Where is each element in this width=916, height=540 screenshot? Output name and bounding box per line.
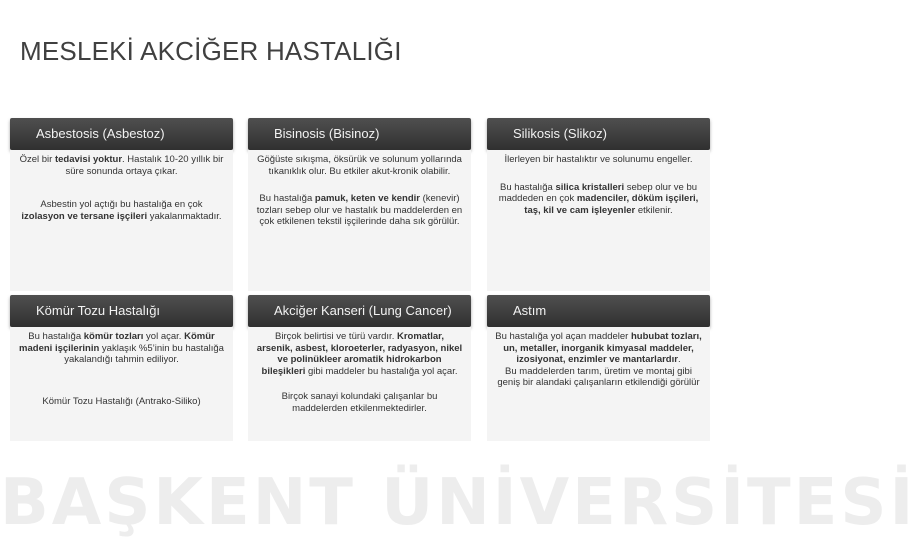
text: etkilenir. xyxy=(635,204,673,216)
highlight-text: tedavisi yoktur xyxy=(54,154,123,165)
disease-grid xyxy=(10,118,710,441)
card-body-astim xyxy=(487,327,710,441)
card-body-silikosis xyxy=(487,150,710,291)
card-paragraph xyxy=(18,199,225,222)
text: sebep olur ve bu maddeden en çok xyxy=(498,181,698,204)
card-header-bisinosis: Bisinosis (Bisinoz) xyxy=(248,118,471,150)
card-body-komur-tozu xyxy=(10,327,233,441)
card-header-asbestosis: Asbestosis (Asbestoz) xyxy=(10,118,233,150)
text: yakalanmaktadır. xyxy=(147,210,222,222)
card-paragraph xyxy=(18,396,225,408)
card-body-asbestosis xyxy=(10,150,233,291)
card-body-bisinosis xyxy=(248,150,471,291)
text: yol açar. xyxy=(143,331,185,342)
text: Özel bir xyxy=(19,154,55,165)
highlight-text: izolasyon ve tersane işçileri xyxy=(21,210,148,222)
card-header-silikosis: Silikosis (Slikoz) xyxy=(487,118,710,150)
text: Bu hastalığa xyxy=(259,193,315,204)
text: Asbestin yol açtığı bu hastalığa en çok xyxy=(40,199,203,210)
card-body-akciger-kanseri xyxy=(248,327,471,441)
highlight-text: hububat tozları, un, metaller, inorganik kimyasal maddeler, izosiyonat, enzimler ve mantarlardır xyxy=(503,331,702,365)
card-paragraph xyxy=(18,154,225,177)
card-paragraph xyxy=(495,366,702,389)
text: Bu hastalığa yol açan maddeler xyxy=(495,331,631,342)
card-paragraph xyxy=(256,391,463,414)
card-header-astim: Astım xyxy=(487,295,710,327)
text: İlerleyen bir hastalıktır ve solunumu engeller. xyxy=(504,154,693,165)
card-paragraph xyxy=(495,331,702,366)
highlight-text: Kromatlar, arsenik, asbest, kloroeterler, radyasyon, nikel ve polinükleer aromatik hidrokarbon bileşikleri xyxy=(256,331,463,377)
text: Bu hastalığa xyxy=(499,181,556,193)
highlight-text: silica kristalleri xyxy=(555,181,625,193)
text: Birçok belirtisi ve türü vardır. xyxy=(275,331,397,342)
highlight-text: kömür tozları xyxy=(83,331,144,342)
text: . Hastalık 10-20 yıllık bir süre sonunda ortaya çıkar. xyxy=(65,154,224,177)
highlight-text: Kömür madeni işçilerinin xyxy=(19,331,215,354)
card-header-komur-tozu: Kömür Tozu Hastalığı xyxy=(10,295,233,327)
highlight-text: madenciler, döküm işçileri, taş, kil ve cam işleyenler xyxy=(524,193,699,216)
text: Birçok sanayi kolundaki çalışanlar bu maddelerden etkilenmektedirler. xyxy=(281,391,438,414)
text: Bu maddelerden tarım, üretim ve montaj gibi geniş bir alandaki çalışanların etkilendiği görülür xyxy=(497,365,700,388)
card-paragraph xyxy=(18,331,225,366)
text: gibi maddeler bu hastalığa yol açar. xyxy=(305,365,458,377)
card-paragraph xyxy=(256,193,463,228)
text: (kenevir) tozları sebep olur ve hastalık bu maddelerden en çok etkilenen tekstil işçilerinde daha sık görülür. xyxy=(256,193,463,227)
slide-title: MESLEKİ AKCİĞER HASTALIĞI xyxy=(20,36,402,66)
text: Göğüste sıkışma, öksürük ve solunum yollarında tıkanıklık olur. Bu etkiler akut-kronik olabilir. xyxy=(257,154,462,177)
card-header-akciger-kanseri: Akciğer Kanseri (Lung Cancer) xyxy=(248,295,471,327)
watermark-text: BAŞKENT ÜNİVERSİTESİ xyxy=(0,466,916,540)
text: Bu hastalığa xyxy=(28,331,84,342)
highlight-text: pamuk, keten ve kendir xyxy=(314,193,420,204)
card-paragraph xyxy=(256,154,463,177)
text: Kömür Tozu Hastalığı (Antrako-Siliko) xyxy=(42,395,201,407)
text: yaklaşık %5’inin bu hastalığa yakalandığı tahmin ediliyor. xyxy=(64,342,224,365)
card-paragraph xyxy=(495,154,702,166)
text: . xyxy=(677,354,681,365)
card-paragraph xyxy=(495,182,702,217)
card-paragraph xyxy=(256,331,463,377)
